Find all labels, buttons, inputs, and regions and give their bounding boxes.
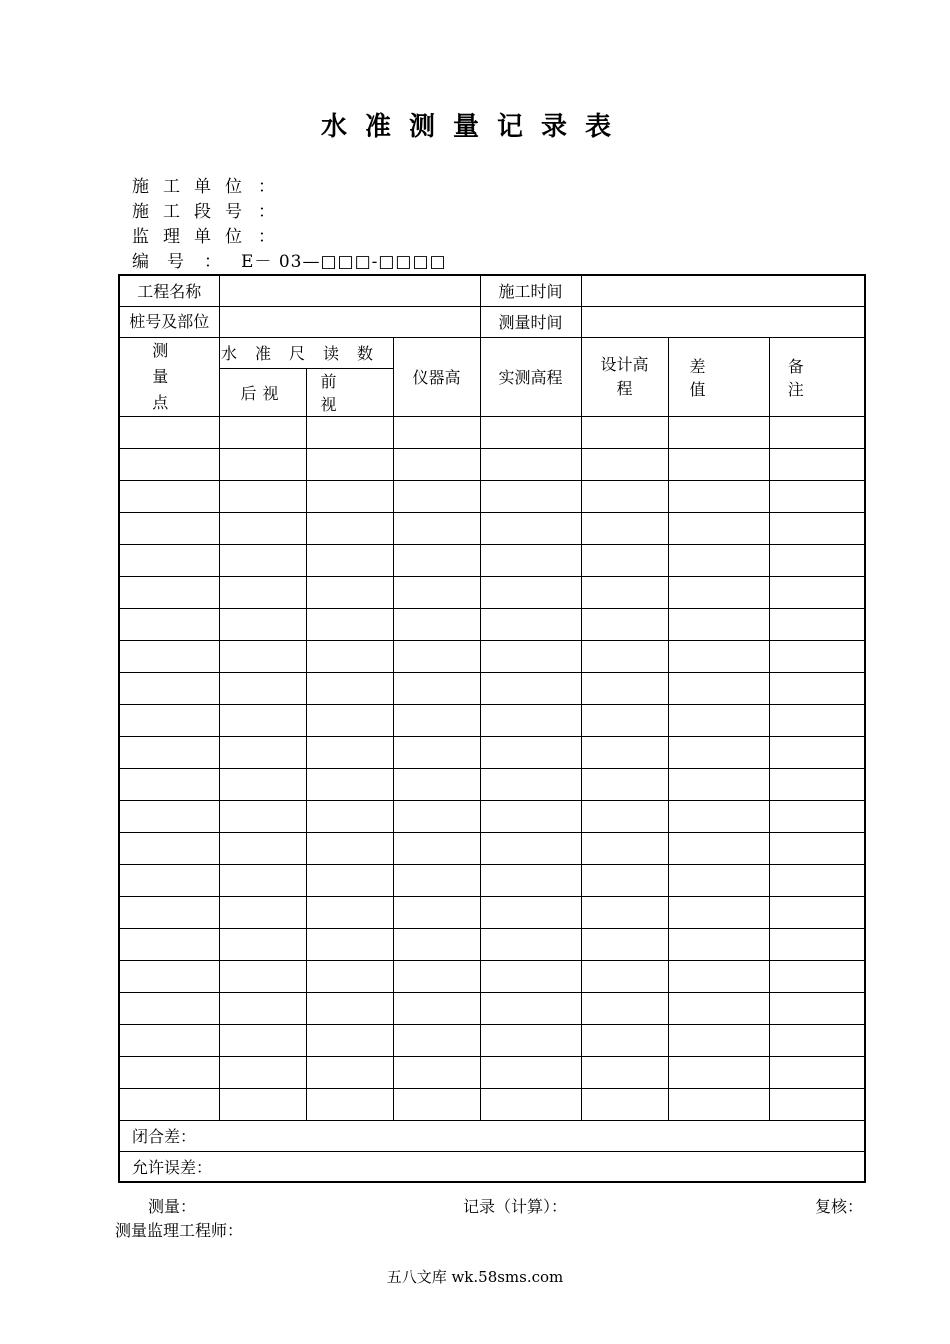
table-row xyxy=(119,1088,865,1120)
table-cell[interactable] xyxy=(668,1088,769,1120)
table-cell[interactable] xyxy=(119,640,219,672)
table-cell[interactable] xyxy=(480,640,581,672)
table-cell[interactable] xyxy=(769,960,865,992)
table-cell[interactable] xyxy=(668,480,769,512)
table-cell[interactable] xyxy=(219,672,306,704)
table-cell[interactable] xyxy=(119,1056,219,1088)
table-cell[interactable] xyxy=(219,928,306,960)
table-cell[interactable] xyxy=(480,448,581,480)
table-cell[interactable] xyxy=(581,576,668,608)
table-cell[interactable] xyxy=(769,864,865,896)
table-row xyxy=(119,704,865,736)
table-cell[interactable] xyxy=(480,416,581,448)
table-cell[interactable] xyxy=(393,672,480,704)
page-title: 水准测量记录表 xyxy=(320,112,629,142)
table-cell[interactable] xyxy=(306,416,393,448)
table-cell[interactable] xyxy=(119,480,219,512)
table-cell[interactable] xyxy=(306,928,393,960)
table-row xyxy=(119,864,865,896)
survey-time-label: 测量时间 xyxy=(480,306,581,337)
table-cell[interactable] xyxy=(581,544,668,576)
table-cell[interactable] xyxy=(769,928,865,960)
table-cell[interactable] xyxy=(306,736,393,768)
survey-point-header: 测量点 xyxy=(119,337,219,416)
table-cell[interactable] xyxy=(306,640,393,672)
table-cell[interactable] xyxy=(219,768,306,800)
table-cell[interactable] xyxy=(480,704,581,736)
table-cell[interactable] xyxy=(219,800,306,832)
section-no-line xyxy=(132,200,275,224)
table-row xyxy=(119,448,865,480)
table-cell[interactable] xyxy=(769,512,865,544)
table-row xyxy=(119,608,865,640)
table-cell[interactable] xyxy=(219,1024,306,1056)
table-cell[interactable] xyxy=(393,800,480,832)
table-cell[interactable] xyxy=(393,928,480,960)
table-cell[interactable] xyxy=(119,416,219,448)
table-cell[interactable] xyxy=(219,544,306,576)
table-cell[interactable] xyxy=(668,640,769,672)
table-cell[interactable] xyxy=(581,640,668,672)
table-cell[interactable] xyxy=(393,736,480,768)
table-cell[interactable] xyxy=(480,800,581,832)
table-cell[interactable] xyxy=(668,960,769,992)
table-cell[interactable] xyxy=(581,416,668,448)
table-cell[interactable] xyxy=(769,1024,865,1056)
colon: ： xyxy=(258,227,275,247)
table-cell[interactable] xyxy=(306,704,393,736)
table-row xyxy=(119,960,865,992)
table-cell[interactable] xyxy=(668,928,769,960)
serial-code: E－ 03—□□□-□□□□ xyxy=(241,252,447,272)
table-row xyxy=(119,1056,865,1088)
table-cell[interactable] xyxy=(581,928,668,960)
table-cell[interactable] xyxy=(581,992,668,1024)
table-cell[interactable] xyxy=(668,992,769,1024)
table-cell[interactable] xyxy=(306,608,393,640)
colon: ： xyxy=(258,202,275,222)
station-part-label: 桩号及部位 xyxy=(119,306,219,337)
survey-time-cell[interactable] xyxy=(581,306,865,337)
table-cell[interactable] xyxy=(769,736,865,768)
table-cell[interactable] xyxy=(769,544,865,576)
table-cell[interactable] xyxy=(119,960,219,992)
table-cell[interactable] xyxy=(219,704,306,736)
table-cell[interactable] xyxy=(769,416,865,448)
table-cell[interactable] xyxy=(480,832,581,864)
table-cell[interactable] xyxy=(393,864,480,896)
table-cell[interactable] xyxy=(480,544,581,576)
staff-reading-header: 水准尺读数 xyxy=(219,337,393,368)
table-cell[interactable] xyxy=(480,736,581,768)
section-no-label: 施工段号 xyxy=(132,202,256,222)
table-cell[interactable] xyxy=(581,512,668,544)
table-cell[interactable] xyxy=(581,448,668,480)
construction-unit-label: 施工单位 xyxy=(132,177,256,197)
table-row xyxy=(119,416,865,448)
table-cell[interactable] xyxy=(393,1056,480,1088)
table-cell[interactable] xyxy=(393,896,480,928)
table-row xyxy=(119,768,865,800)
supervision-unit-label: 监理单位 xyxy=(132,227,256,247)
table-cell[interactable] xyxy=(119,704,219,736)
table-row xyxy=(119,544,865,576)
table-cell[interactable] xyxy=(393,416,480,448)
table-row xyxy=(119,1024,865,1056)
serial-label: 编号 xyxy=(132,252,202,272)
table-cell[interactable] xyxy=(393,704,480,736)
table-cell[interactable] xyxy=(769,1088,865,1120)
table-cell[interactable] xyxy=(393,1024,480,1056)
table-row xyxy=(119,832,865,864)
table-row xyxy=(119,640,865,672)
table-cell[interactable] xyxy=(393,576,480,608)
table-cell[interactable] xyxy=(581,480,668,512)
table-cell[interactable] xyxy=(119,544,219,576)
table-cell[interactable] xyxy=(393,544,480,576)
colon: ： xyxy=(204,252,221,272)
foresight-header: 前视 xyxy=(306,368,393,416)
table-cell[interactable] xyxy=(480,576,581,608)
table-row xyxy=(119,512,865,544)
table-cell[interactable] xyxy=(769,480,865,512)
table-cell[interactable] xyxy=(480,992,581,1024)
table-cell[interactable] xyxy=(306,480,393,512)
table-cell[interactable] xyxy=(306,992,393,1024)
colon: ： xyxy=(258,177,275,197)
header-row-1 xyxy=(119,337,865,368)
table-cell[interactable] xyxy=(581,704,668,736)
table-cell[interactable] xyxy=(769,768,865,800)
table-cell[interactable] xyxy=(393,448,480,480)
table-cell[interactable] xyxy=(393,832,480,864)
table-cell[interactable] xyxy=(219,608,306,640)
table-cell[interactable] xyxy=(581,896,668,928)
table-cell[interactable] xyxy=(769,608,865,640)
table-cell[interactable] xyxy=(393,512,480,544)
table-cell[interactable] xyxy=(581,736,668,768)
table-cell[interactable] xyxy=(769,832,865,864)
serial-line xyxy=(132,250,447,274)
table-cell[interactable] xyxy=(306,960,393,992)
table-cell[interactable] xyxy=(219,512,306,544)
table-cell[interactable] xyxy=(668,1024,769,1056)
table-cell[interactable] xyxy=(581,608,668,640)
table-cell[interactable] xyxy=(219,576,306,608)
table-cell[interactable] xyxy=(306,576,393,608)
level-survey-table xyxy=(118,274,866,1183)
surveyor-label: 测量： xyxy=(148,1197,197,1216)
table-cell[interactable] xyxy=(769,704,865,736)
supervision-unit-line xyxy=(132,225,275,249)
table-cell[interactable] xyxy=(668,576,769,608)
table-cell[interactable] xyxy=(581,864,668,896)
project-name-cell[interactable] xyxy=(219,275,480,306)
table-cell[interactable] xyxy=(769,800,865,832)
table-cell[interactable] xyxy=(306,1088,393,1120)
table-row xyxy=(119,896,865,928)
table-cell[interactable] xyxy=(480,512,581,544)
watermark: 五八文库 wk.58sms.com xyxy=(386,1268,564,1286)
table-cell[interactable] xyxy=(306,512,393,544)
remarks-header: 备注 xyxy=(769,337,865,416)
construction-time-label: 施工时间 xyxy=(480,275,581,306)
table-cell[interactable] xyxy=(306,896,393,928)
table-cell[interactable] xyxy=(769,448,865,480)
table-cell[interactable] xyxy=(219,448,306,480)
table-cell[interactable] xyxy=(769,992,865,1024)
table-cell[interactable] xyxy=(769,1056,865,1088)
table-cell[interactable] xyxy=(119,608,219,640)
table-cell[interactable] xyxy=(306,448,393,480)
table-cell[interactable] xyxy=(306,672,393,704)
table-cell[interactable] xyxy=(393,608,480,640)
table-cell[interactable] xyxy=(480,768,581,800)
table-cell[interactable] xyxy=(480,608,581,640)
table-cell[interactable] xyxy=(480,672,581,704)
table-cell[interactable] xyxy=(219,416,306,448)
table-cell[interactable] xyxy=(668,800,769,832)
table-cell[interactable] xyxy=(219,864,306,896)
table-cell[interactable] xyxy=(668,1056,769,1088)
table-cell[interactable] xyxy=(668,896,769,928)
table-row xyxy=(119,928,865,960)
table-cell[interactable] xyxy=(668,608,769,640)
table-cell[interactable] xyxy=(219,832,306,864)
table-cell[interactable] xyxy=(119,800,219,832)
table-cell[interactable] xyxy=(306,768,393,800)
table-cell[interactable] xyxy=(219,480,306,512)
table-cell[interactable] xyxy=(393,960,480,992)
table-cell[interactable] xyxy=(119,736,219,768)
project-name-row xyxy=(119,275,865,306)
table-cell[interactable] xyxy=(119,512,219,544)
checker-label: 复核： xyxy=(815,1197,864,1216)
table-cell[interactable] xyxy=(480,928,581,960)
closure-error-label[interactable]: 闭合差： xyxy=(119,1120,865,1151)
table-cell[interactable] xyxy=(480,960,581,992)
table-cell[interactable] xyxy=(581,1024,668,1056)
closure-error-row xyxy=(119,1120,865,1151)
table-cell[interactable] xyxy=(769,640,865,672)
table-row xyxy=(119,672,865,704)
table-cell[interactable] xyxy=(668,768,769,800)
table-cell[interactable] xyxy=(668,544,769,576)
table-cell[interactable] xyxy=(769,576,865,608)
recorder-label: 记录（计算）： xyxy=(463,1197,568,1216)
table-cell[interactable] xyxy=(306,1024,393,1056)
table-cell[interactable] xyxy=(119,448,219,480)
table-cell[interactable] xyxy=(219,736,306,768)
table-cell[interactable] xyxy=(119,576,219,608)
table-cell[interactable] xyxy=(480,896,581,928)
supervision-engineer-label: 测量监理工程师： xyxy=(115,1221,244,1240)
project-name-label: 工程名称 xyxy=(119,275,219,306)
table-cell[interactable] xyxy=(119,768,219,800)
station-part-cell[interactable] xyxy=(219,306,480,337)
table-cell[interactable] xyxy=(581,768,668,800)
table-cell[interactable] xyxy=(769,672,865,704)
table-row xyxy=(119,480,865,512)
backsight-header: 后视 xyxy=(219,368,306,416)
table-row xyxy=(119,800,865,832)
table-cell[interactable] xyxy=(581,800,668,832)
table-cell[interactable] xyxy=(306,864,393,896)
table-cell[interactable] xyxy=(119,896,219,928)
table-cell[interactable] xyxy=(668,704,769,736)
table-cell[interactable] xyxy=(393,480,480,512)
table-cell[interactable] xyxy=(219,992,306,1024)
instrument-height-header: 仪器高 xyxy=(393,337,480,416)
station-part-row xyxy=(119,306,865,337)
table-cell[interactable] xyxy=(581,1056,668,1088)
construction-unit-line xyxy=(132,175,275,199)
table-cell[interactable] xyxy=(219,896,306,928)
table-cell[interactable] xyxy=(119,992,219,1024)
table-cell[interactable] xyxy=(219,640,306,672)
table-cell[interactable] xyxy=(393,992,480,1024)
table-cell[interactable] xyxy=(393,768,480,800)
table-cell[interactable] xyxy=(769,896,865,928)
table-cell[interactable] xyxy=(581,832,668,864)
table-cell[interactable] xyxy=(480,1056,581,1088)
table-cell[interactable] xyxy=(119,928,219,960)
table-cell[interactable] xyxy=(668,864,769,896)
table-cell[interactable] xyxy=(306,544,393,576)
table-cell[interactable] xyxy=(668,448,769,480)
table-cell[interactable] xyxy=(306,832,393,864)
table-cell[interactable] xyxy=(119,1088,219,1120)
table-cell[interactable] xyxy=(668,832,769,864)
table-cell[interactable] xyxy=(219,1056,306,1088)
table-cell[interactable] xyxy=(668,512,769,544)
table-cell[interactable] xyxy=(119,864,219,896)
allowable-error-label[interactable]: 允许误差： xyxy=(119,1151,865,1182)
table-cell[interactable] xyxy=(119,1024,219,1056)
table-cell[interactable] xyxy=(393,640,480,672)
table-cell[interactable] xyxy=(480,1088,581,1120)
table-cell[interactable] xyxy=(119,832,219,864)
table-cell[interactable] xyxy=(668,672,769,704)
difference-header: 差值 xyxy=(668,337,769,416)
construction-time-cell[interactable] xyxy=(581,275,865,306)
table-cell[interactable] xyxy=(306,1056,393,1088)
table-cell[interactable] xyxy=(480,864,581,896)
table-cell[interactable] xyxy=(306,800,393,832)
measured-elevation-header: 实测高程 xyxy=(480,337,581,416)
table-row xyxy=(119,992,865,1024)
table-cell[interactable] xyxy=(480,1024,581,1056)
table-row xyxy=(119,576,865,608)
table-cell[interactable] xyxy=(219,1088,306,1120)
table-cell[interactable] xyxy=(581,1088,668,1120)
table-cell[interactable] xyxy=(668,416,769,448)
table-cell[interactable] xyxy=(480,480,581,512)
table-cell[interactable] xyxy=(393,1088,480,1120)
table-row xyxy=(119,736,865,768)
table-cell[interactable] xyxy=(581,960,668,992)
table-cell[interactable] xyxy=(219,960,306,992)
table-cell[interactable] xyxy=(119,672,219,704)
allowable-error-row xyxy=(119,1151,865,1182)
table-cell[interactable] xyxy=(581,672,668,704)
table-cell[interactable] xyxy=(668,736,769,768)
design-elevation-header: 设计高程 xyxy=(581,337,668,416)
